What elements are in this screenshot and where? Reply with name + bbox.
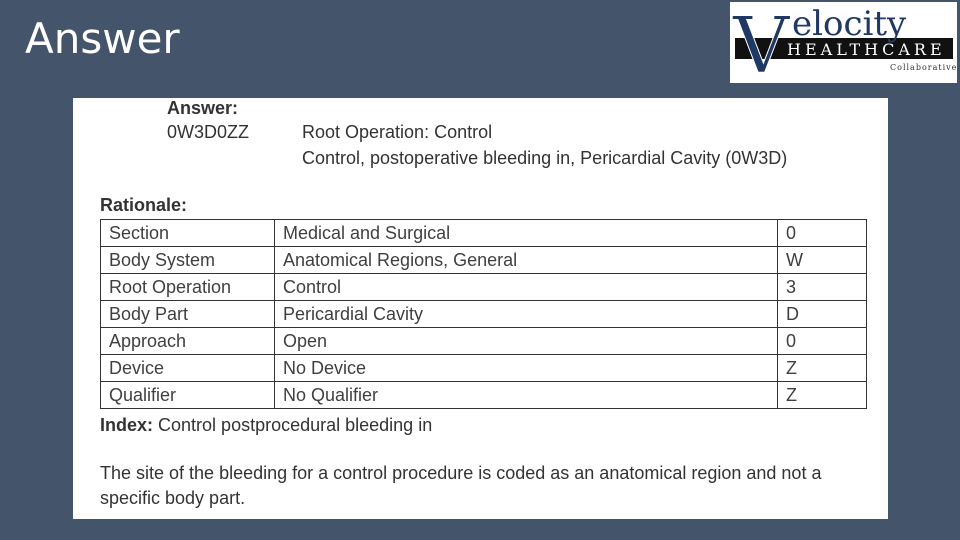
row-code: 0 xyxy=(778,220,867,247)
table-row xyxy=(101,382,867,409)
row-code: 0 xyxy=(778,328,867,355)
row-code: Z xyxy=(778,382,867,409)
explanation-note: The site of the bleeding for a control procedure is coded as an anatomical region and not a specific body part. xyxy=(100,463,822,508)
row-value: Medical and Surgical xyxy=(275,220,778,247)
row-code: D xyxy=(778,301,867,328)
row-value: Anatomical Regions, General xyxy=(275,247,778,274)
row-value: Pericardial Cavity xyxy=(275,301,778,328)
logo-word-middle: HEALTHCARE xyxy=(787,40,946,59)
row-value: No Device xyxy=(275,355,778,382)
index-text: Control postprocedural bleeding in xyxy=(158,415,433,435)
table-row xyxy=(101,301,867,328)
row-label: Device xyxy=(101,355,275,382)
row-label: Body System xyxy=(101,247,275,274)
row-code: 3 xyxy=(778,274,867,301)
rationale-heading: Rationale: xyxy=(100,195,188,215)
table-row xyxy=(101,247,867,274)
answer-code: 0W3D0ZZ xyxy=(167,122,250,142)
table-row xyxy=(101,274,867,301)
table-row xyxy=(101,355,867,382)
row-value: Control xyxy=(275,274,778,301)
row-value: Open xyxy=(275,328,778,355)
row-label: Root Operation xyxy=(101,274,275,301)
answer-root-operation: Root Operation: Control xyxy=(302,122,493,142)
row-code: W xyxy=(778,247,867,274)
slide-title: Answer xyxy=(25,14,180,63)
row-label: Qualifier xyxy=(101,382,275,409)
index-label: Index: xyxy=(100,415,154,435)
rationale-table xyxy=(100,219,867,409)
answer-description: Control, postoperative bleeding in, Pericardial Cavity (0W3D) xyxy=(302,148,788,168)
logo-letter: V xyxy=(733,2,790,83)
index-line xyxy=(100,415,432,436)
row-label: Body Part xyxy=(101,301,275,328)
table-row xyxy=(101,328,867,355)
answer-document xyxy=(73,98,888,519)
table-row xyxy=(101,220,867,247)
row-value: No Qualifier xyxy=(275,382,778,409)
velocity-healthcare-logo xyxy=(730,2,957,83)
logo-word-bottom: Collaborative xyxy=(890,63,957,72)
answer-heading: Answer: xyxy=(167,98,239,118)
row-code: Z xyxy=(778,355,867,382)
row-label: Approach xyxy=(101,328,275,355)
row-label: Section xyxy=(101,220,275,247)
logo-word-top: elocity xyxy=(792,4,907,44)
